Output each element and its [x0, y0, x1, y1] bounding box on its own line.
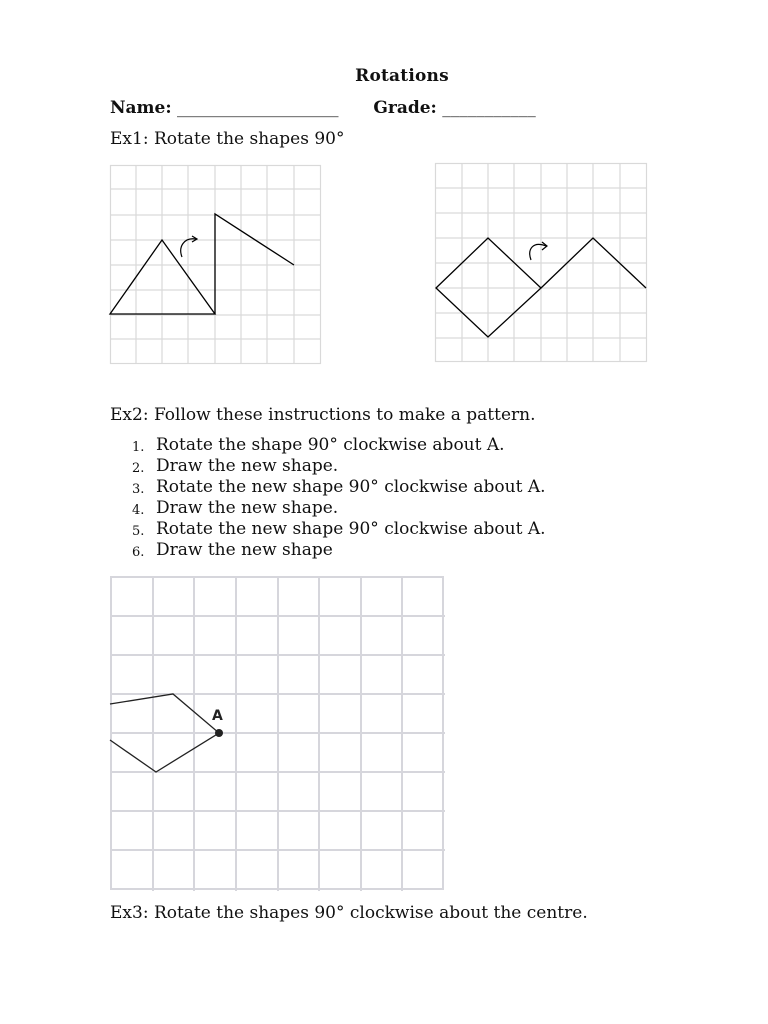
ex1-instruction: Ex1: Rotate the shapes 90°	[110, 129, 345, 149]
point-a-label: A	[212, 708, 223, 724]
list-item: 1. Rotate the shape 90° clockwise about A.	[132, 435, 505, 455]
list-item: 3. Rotate the new shape 90° clockwise about A.	[132, 477, 546, 497]
ex2-instruction: Ex2: Follow these instructions to make a pattern.	[110, 405, 536, 425]
grid-lines	[110, 576, 445, 891]
grid-lines	[435, 163, 647, 362]
ex2-steps-list	[112, 435, 546, 561]
list-item: 5. Rotate the new shape 90° clockwise about A.	[132, 519, 546, 539]
grade-label: Grade:	[373, 98, 437, 118]
rotation-arrow-icon	[181, 236, 197, 257]
name-label: Name:	[110, 98, 172, 118]
ex2-grid	[110, 576, 445, 891]
point-a-dot	[215, 729, 223, 737]
name-blank: ___________________	[177, 98, 339, 118]
grade-blank: ___________	[442, 98, 536, 118]
ex1-right-grid	[435, 163, 647, 363]
ex3-instruction: Ex3: Rotate the shapes 90° clockwise about the centre.	[110, 903, 588, 923]
list-item: 2. Draw the new shape.	[132, 456, 339, 476]
page-title: Rotations	[355, 66, 449, 86]
rotation-arrow-icon	[530, 242, 547, 260]
name-grade-line	[110, 98, 536, 118]
ex1-left-grid	[110, 165, 321, 365]
list-item: 4. Draw the new shape.	[132, 498, 339, 518]
zigzag-shape	[215, 214, 294, 314]
list-item: 6. Draw the new shape	[132, 540, 333, 560]
